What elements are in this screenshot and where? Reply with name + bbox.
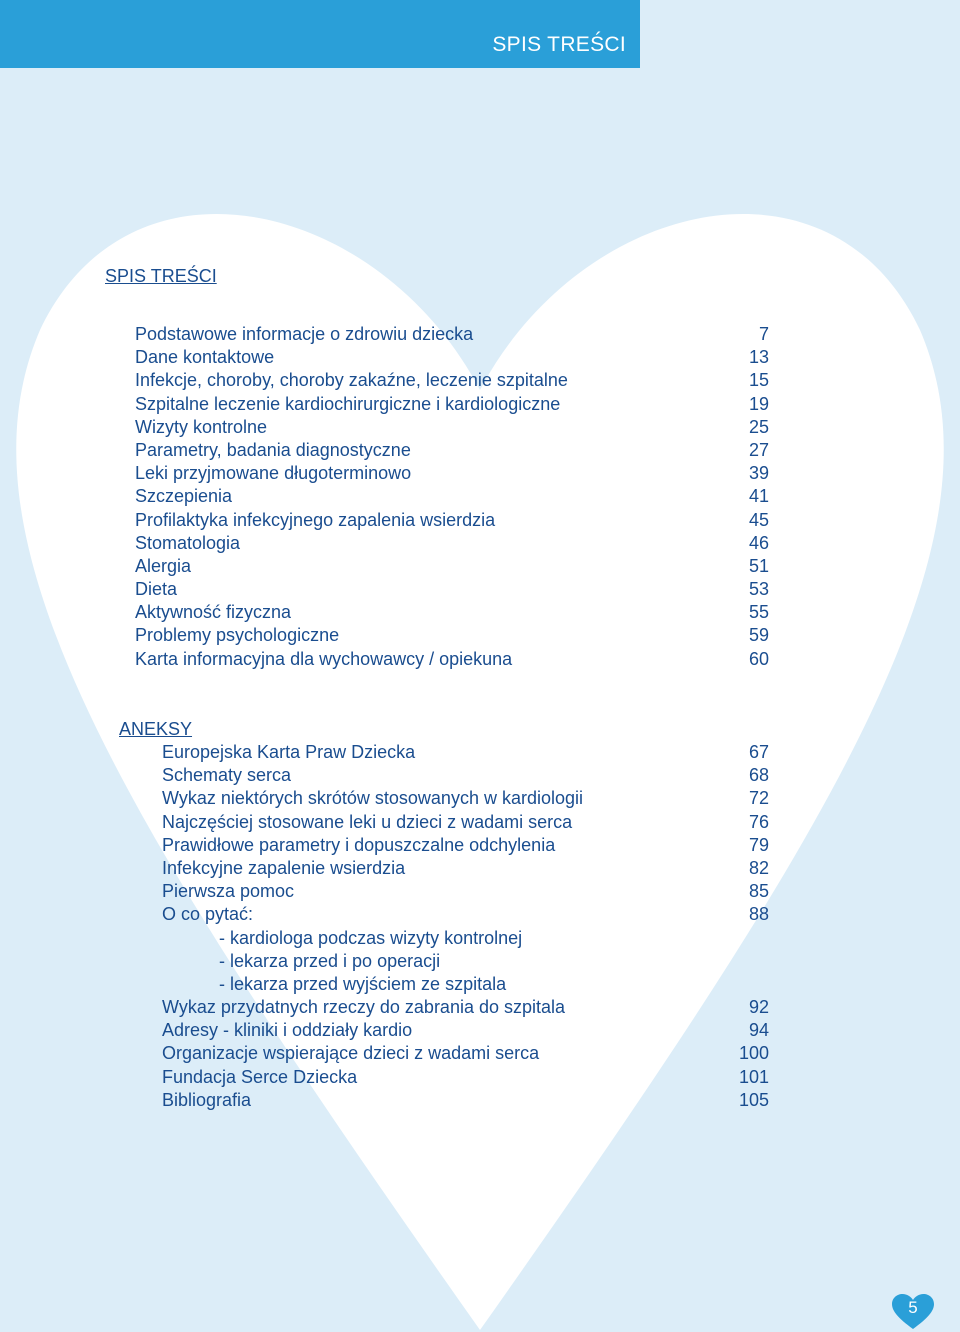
toc-row[interactable] xyxy=(135,416,769,439)
annex-entry-page: 105 xyxy=(738,1089,769,1110)
annex-entry-page: 85 xyxy=(748,881,769,902)
toc-entry-page: 7 xyxy=(758,324,769,344)
toc-row[interactable] xyxy=(135,601,769,624)
toc-row[interactable] xyxy=(135,369,769,392)
toc-entry-page: 13 xyxy=(748,347,769,368)
annex-row[interactable] xyxy=(162,811,769,834)
annex-entry-page: 92 xyxy=(748,997,769,1018)
toc-row[interactable] xyxy=(135,323,769,346)
toc-entry-title: Stomatologia xyxy=(135,532,241,553)
toc-entry-title: Infekcje, choroby, choroby zakaźne, leczenie szpitalne xyxy=(135,370,568,391)
toc-entry-title: Leki przyjmowane długoterminowo xyxy=(135,463,412,484)
toc-entry-page: 15 xyxy=(748,370,769,391)
toc-list xyxy=(135,323,769,671)
annex-row[interactable] xyxy=(162,764,769,787)
toc-entry-page: 53 xyxy=(748,579,769,600)
annex-entry-title: Wykaz niektórych skrótów stosowanych w kardiologii xyxy=(162,788,583,809)
page-number: 5 xyxy=(908,1298,918,1317)
annex-row[interactable] xyxy=(162,1066,769,1089)
annex-row[interactable] xyxy=(162,1042,769,1065)
annex-entry-title: Najczęściej stosowane leki u dzieci z wadami serca xyxy=(162,811,573,832)
annex-subentry-title: - lekarza przed wyjściem ze szpitala xyxy=(219,973,507,994)
toc-entry-title: Wizyty kontrolne xyxy=(135,416,268,437)
toc-entry-title: Karta informacyjna dla wychowawcy / opiekuna xyxy=(135,648,513,669)
annex-subrow xyxy=(162,927,769,950)
annex-row[interactable] xyxy=(162,834,769,857)
annex-row[interactable] xyxy=(162,857,769,880)
annex-entry-title: Organizacje wspierające dzieci z wadami serca xyxy=(162,1043,540,1064)
toc-entry-title: Dane kontaktowe xyxy=(135,347,275,368)
annex-entry-title: Fundacja Serce Dziecka xyxy=(162,1066,358,1087)
annex-entry-page: 76 xyxy=(748,811,769,832)
annex-entry-title: Schematy serca xyxy=(162,765,292,786)
toc-heading: SPIS TREŚCI xyxy=(105,266,217,286)
toc-row[interactable] xyxy=(135,485,769,508)
annex-entry-page: 88 xyxy=(748,904,769,925)
annex-entry-title: Prawidłowe parametry i dopuszczalne odchylenia xyxy=(162,834,556,855)
annex-entry-title: Europejska Karta Praw Dziecka xyxy=(162,742,416,762)
toc-row[interactable] xyxy=(135,393,769,416)
toc-row[interactable] xyxy=(135,648,769,671)
annex-entry-title: Infekcyjne zapalenie wsierdzia xyxy=(162,857,406,878)
annex-entry-title: O co pytać: xyxy=(162,904,254,925)
toc-entry-page: 59 xyxy=(748,625,769,646)
toc-entry-title: Problemy psychologiczne xyxy=(135,625,340,646)
toc-entry-title: Podstawowe informacje o zdrowiu dziecka xyxy=(135,324,474,344)
toc-entry-title: Aktywność fizyczna xyxy=(135,602,292,623)
annex-subrow xyxy=(162,950,769,973)
annex-row[interactable] xyxy=(162,1089,769,1112)
toc-row[interactable] xyxy=(135,555,769,578)
annex-row[interactable] xyxy=(162,741,769,764)
annex-row[interactable] xyxy=(162,903,769,926)
toc-entry-page: 19 xyxy=(748,393,769,414)
toc-row[interactable] xyxy=(135,462,769,485)
toc-row[interactable] xyxy=(135,439,769,462)
header-bar xyxy=(0,0,640,68)
annex-entry-title: Bibliografia xyxy=(162,1089,252,1110)
annex-row[interactable] xyxy=(162,996,769,1019)
toc-entry-title: Szczepienia xyxy=(135,486,233,507)
annex-list xyxy=(162,741,769,1112)
annex-entry-page: 94 xyxy=(748,1020,769,1041)
annex-entry-page: 101 xyxy=(738,1066,769,1087)
toc-entry-page: 39 xyxy=(748,463,769,484)
annex-entry-page: 68 xyxy=(748,765,769,786)
annex-row[interactable] xyxy=(162,1019,769,1042)
toc-row[interactable] xyxy=(135,624,769,647)
annex-entry-page: 100 xyxy=(738,1043,769,1064)
annex-entry-title: Pierwsza pomoc xyxy=(162,881,295,902)
toc-entry-page: 51 xyxy=(748,555,769,576)
annex-subrow xyxy=(162,973,769,996)
header-title: SPIS TREŚCI xyxy=(492,33,626,56)
annex-heading: ANEKSY xyxy=(119,719,193,739)
toc-entry-page: 27 xyxy=(748,439,769,460)
toc-row[interactable] xyxy=(135,509,769,532)
annex-entry-title: Wykaz przydatnych rzeczy do zabrania do szpitala xyxy=(162,997,566,1018)
toc-row[interactable] xyxy=(135,346,769,369)
annex-entry-page: 82 xyxy=(748,857,769,878)
annex-row[interactable] xyxy=(162,787,769,810)
toc-entry-title: Dieta xyxy=(135,579,178,600)
toc-entry-title: Parametry, badania diagnostyczne xyxy=(135,439,411,460)
annex-subentry-title: - kardiologa podczas wizyty kontrolnej xyxy=(219,927,523,948)
annex-row[interactable] xyxy=(162,880,769,903)
toc-entry-page: 55 xyxy=(748,602,769,623)
toc-row[interactable] xyxy=(135,578,769,601)
toc-entry-page: 60 xyxy=(748,648,769,669)
toc-entry-title: Profilaktyka infekcyjnego zapalenia wsierdzia xyxy=(135,509,496,530)
annex-subentry-title: - lekarza przed i po operacji xyxy=(219,950,441,971)
annex-entry-title: Adresy - kliniki i oddziały kardio xyxy=(162,1020,413,1041)
annex-entry-page: 79 xyxy=(748,834,769,855)
toc-entry-title: Szpitalne leczenie kardiochirurgiczne i kardiologiczne xyxy=(135,393,561,414)
toc-entry-page: 45 xyxy=(748,509,769,530)
toc-entry-page: 25 xyxy=(748,416,769,437)
toc-entry-title: Alergia xyxy=(135,555,192,576)
toc-entry-page: 46 xyxy=(748,532,769,553)
annex-entry-page: 72 xyxy=(748,788,769,809)
toc-row[interactable] xyxy=(135,532,769,555)
toc-entry-page: 41 xyxy=(748,486,769,507)
annex-entry-page: 67 xyxy=(748,742,769,762)
